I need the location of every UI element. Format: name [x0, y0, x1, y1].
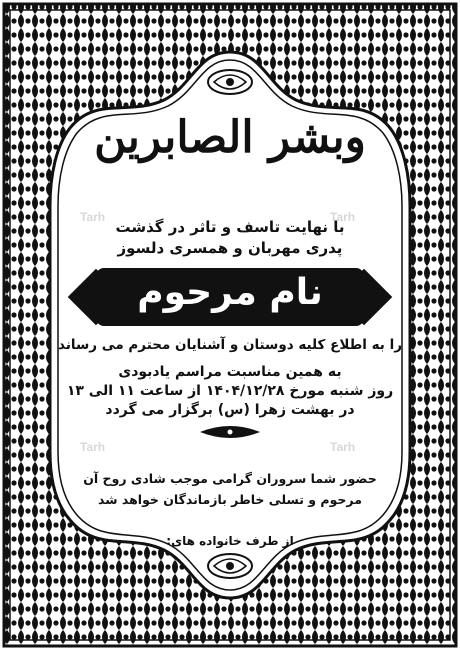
from-family-label: از طرف خانواده های: [166, 534, 294, 548]
ceremony-line-3: در بهشت زهرا (س) برگزار می گردد [105, 402, 355, 418]
inform-line: را به اطلاع کلیه دوستان و آشنایان محترم می رساند [58, 337, 402, 353]
intro-line-1: با نهایت تاسف و تاثر در گذشت [115, 218, 345, 236]
watermark-text: Tarh [80, 440, 106, 454]
intro-line-2: پدری مهربان و همسری دلسوز [117, 239, 343, 257]
ceremony-line-2: روز شنبه مورخ ۱۴۰۴/۱۲/۲۸ از ساعت ۱۱ الی ۱۳ [66, 383, 394, 399]
closing-line-2: مرحوم و تسلی خاطر بازماندگان خواهد شد [98, 492, 362, 507]
watermark-text: Tarh [330, 210, 356, 224]
watermark-text: Tarh [80, 210, 106, 224]
watermark-text: Tarh [330, 440, 356, 454]
calligraphy-heading: وبشر الصابرین [94, 112, 366, 163]
ceremony-line-1: به همین مناسبت مراسم یادبودی [118, 364, 342, 380]
closing-line-1: حضور شما سروران گرامی موجب شادی روح آن [83, 471, 377, 486]
deceased-name: نام مرحوم [137, 272, 323, 313]
